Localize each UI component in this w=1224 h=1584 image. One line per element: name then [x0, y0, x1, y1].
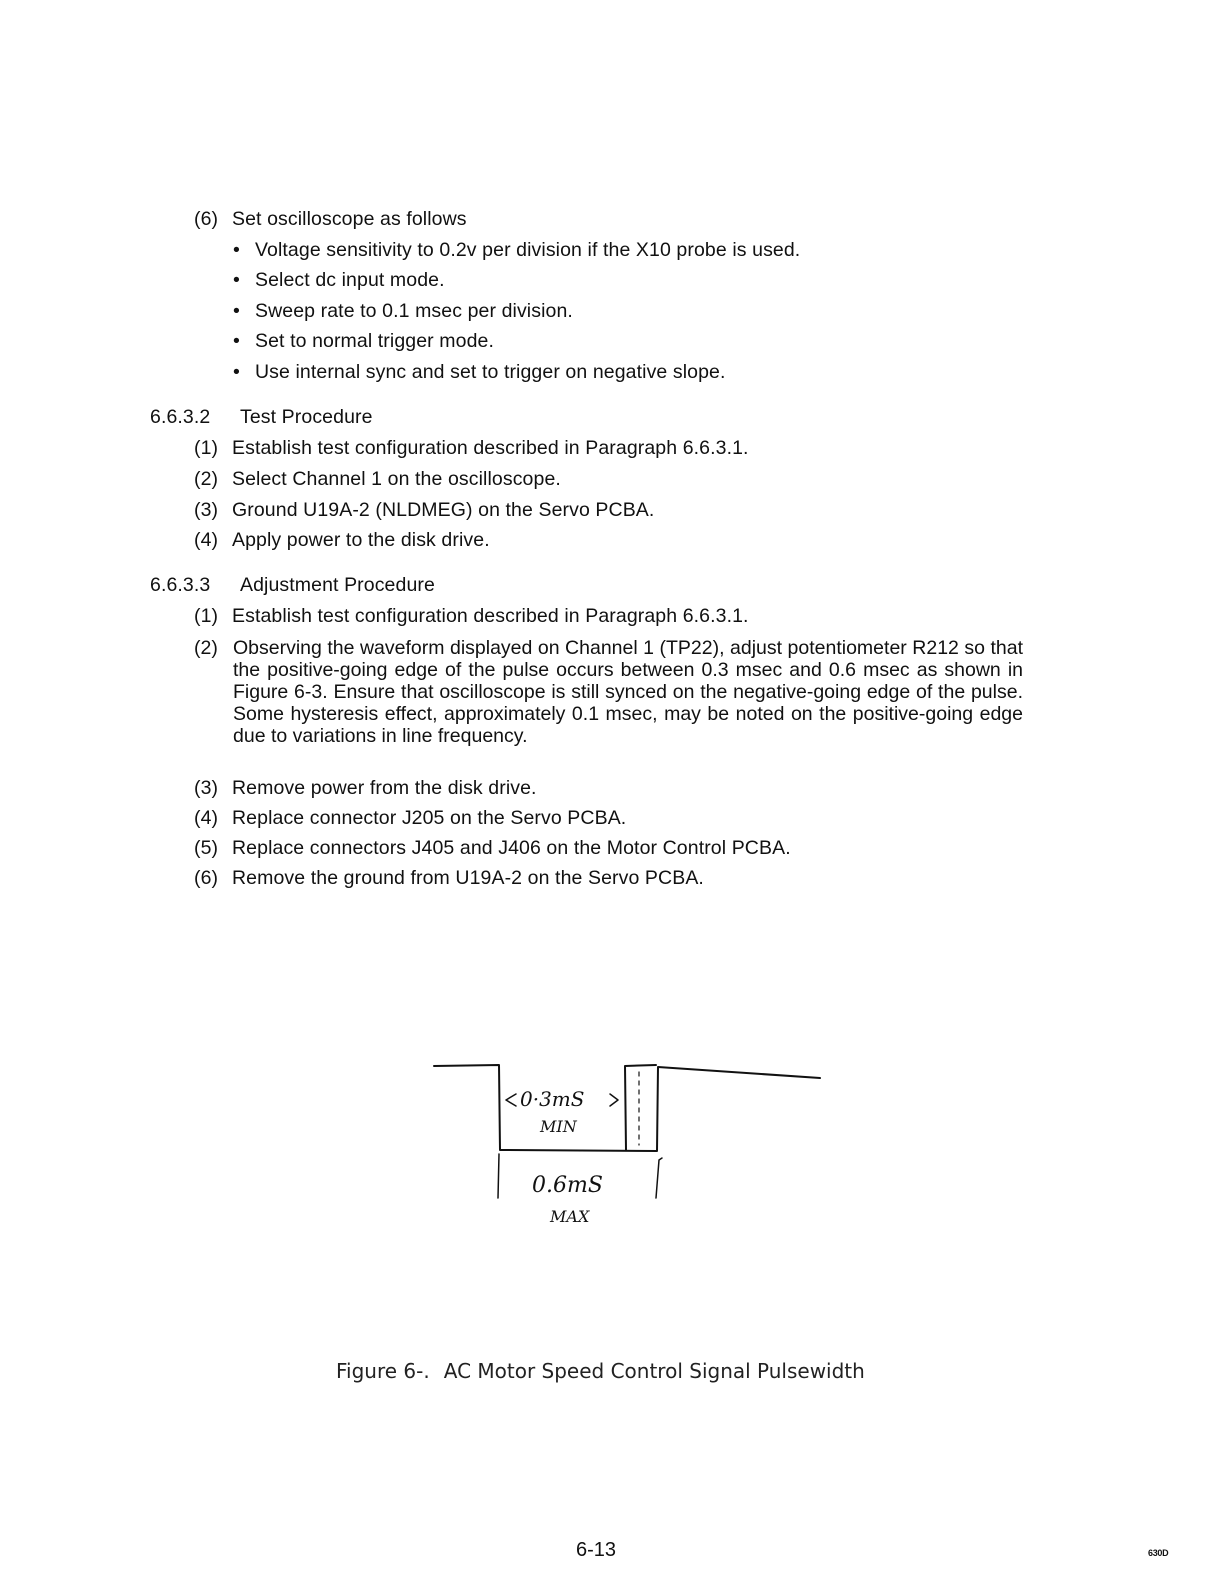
step-text: Replace connectors J405 and J406 on the Motor Control PCBA. [232, 837, 791, 859]
setup-bullet [233, 300, 573, 322]
test-step [194, 437, 749, 459]
section-title: Adjustment Procedure [240, 574, 435, 596]
setup-bullet-text: Use internal sync and set to trigger on negative slope. [255, 361, 726, 383]
section-number: 6.6.3.3 [150, 574, 211, 596]
step-text: Select Channel 1 on the oscilloscope. [232, 468, 561, 490]
step-text: Establish test configuration described in Paragraph 6.6.3.1. [232, 605, 749, 627]
setup-bullet-text: Set to normal trigger mode. [255, 330, 494, 352]
test-step [194, 529, 490, 551]
section-title: Test Procedure [240, 406, 373, 428]
bullet-mark: • [233, 269, 240, 291]
step-text: Establish test configuration described in Paragraph 6.6.3.1. [232, 437, 749, 459]
adjustment-step-paragraph: Observing the waveform displayed on Channel 1 (TP22), adjust potentiometer R212 so that the positive-going edge of the pulse occurs between 0.3 msec and 0.6 msec as shown in Figure 6-3. Ensure that oscilloscope is still synced on the negative-going edge of the pulse. Some hysteresis effect, approximately 0.1 msec, may be noted on the positive-going edge due to variations in line frequency. [233, 637, 1023, 747]
step-number: (1) [194, 437, 219, 459]
section-heading-adjustment-procedure [150, 574, 435, 596]
adjustment-step [194, 777, 537, 799]
adjustment-step [194, 605, 749, 627]
document-code: 630D [1148, 1548, 1169, 1558]
adjustment-step [194, 837, 791, 859]
setup-bullet-text: Select dc input mode. [255, 269, 445, 291]
step-number: (5) [194, 837, 219, 859]
max-value-label: 0.6mS [532, 1173, 603, 1198]
setup-bullet [233, 269, 445, 291]
setup-bullet [233, 239, 800, 261]
waveform-trace [434, 1065, 820, 1151]
min-arrow-right [610, 1094, 618, 1106]
step-number: (1) [194, 605, 219, 627]
max-tick-right [656, 1158, 662, 1198]
pulse-waveform-figure [420, 1050, 840, 1240]
step-number: (2) [194, 637, 218, 659]
figure-caption-prefix: Figure 6-. [336, 1359, 430, 1383]
adjustment-step [194, 867, 704, 889]
step-text: Replace connector J205 on the Servo PCBA. [232, 807, 627, 829]
figure-caption-title: AC Motor Speed Control Signal Pulsewidth [443, 1359, 865, 1383]
setup-bullet-text: Sweep rate to 0.1 msec per division. [255, 300, 573, 322]
max-tick-left [498, 1154, 499, 1198]
min-arrow-left [506, 1094, 516, 1106]
hysteresis-edge [625, 1065, 656, 1150]
step-text: Apply power to the disk drive. [232, 529, 490, 551]
setup-bullet [233, 361, 726, 383]
step-number: (4) [194, 529, 219, 551]
step-text: Ground U19A-2 (NLDMEG) on the Servo PCBA. [232, 499, 655, 521]
step-number: (4) [194, 807, 219, 829]
test-step [194, 468, 561, 490]
bullet-mark: • [233, 300, 240, 322]
setup-step-title: Set oscilloscope as follows [232, 208, 467, 230]
setup-step-number: (6) [194, 208, 219, 230]
bullet-mark: • [233, 239, 240, 261]
min-word-label: MIN [540, 1117, 577, 1136]
step-number: (3) [194, 499, 219, 521]
setup-bullet-text: Voltage sensitivity to 0.2v per division if the X10 probe is used. [255, 239, 801, 261]
max-word-label: MAX [550, 1207, 590, 1226]
step-number: (2) [194, 468, 219, 490]
step-text: Remove power from the disk drive. [232, 777, 537, 799]
figure-caption [336, 1359, 865, 1383]
setup-bullet [233, 330, 494, 352]
section-heading-test-procedure [150, 406, 373, 428]
bullet-mark: • [233, 361, 240, 383]
adjustment-step [194, 807, 626, 829]
section-number: 6.6.3.2 [150, 406, 211, 428]
test-step [194, 499, 654, 521]
page-number: 6-13 [576, 1539, 617, 1561]
step-number: (3) [194, 777, 219, 799]
step-text: Remove the ground from U19A-2 on the Servo PCBA. [232, 867, 704, 889]
min-value-label: 0·3mS [520, 1087, 585, 1111]
setup-step-heading [194, 208, 467, 230]
bullet-mark: • [233, 330, 240, 352]
step-number: (6) [194, 867, 219, 889]
